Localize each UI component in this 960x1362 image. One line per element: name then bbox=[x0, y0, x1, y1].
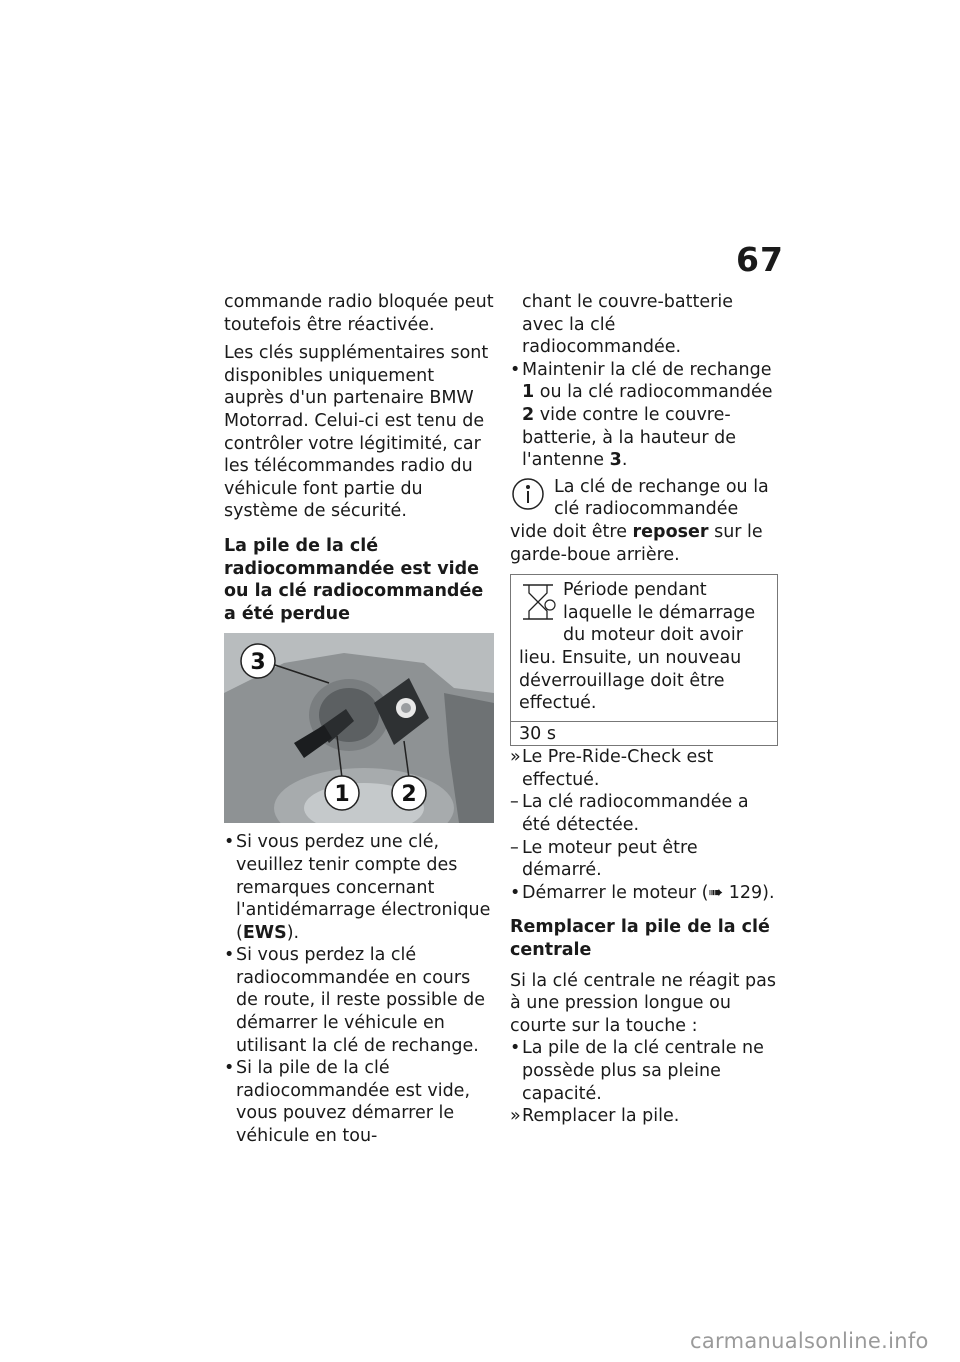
box-value: 30 s bbox=[511, 721, 777, 746]
dash-item: – La clé radiocommandée a été détectée. bbox=[510, 792, 749, 836]
bullet-marker: • bbox=[224, 832, 235, 853]
list-item: • Si vous perdez la clé radiocommandée en cours de route, il reste possible de démarrer le véhicule en utilisant la clé de rechange. bbox=[224, 945, 486, 1056]
key-battery-cover-figure bbox=[224, 633, 494, 823]
bullet-marker: • bbox=[510, 359, 521, 380]
paragraph: Si la clé centrale ne réagit pas à une pression longue ou courte sur la touche : bbox=[510, 970, 777, 1036]
page-number: 67 bbox=[736, 240, 784, 279]
paragraph: Les clés supplémentaires sont disponibles uniquement auprès d'un partenaire BMW Motorrad. Celui-ci est tenu de contrôler votre légitimité, car les télécommandes radio du véhicule font partie du système de sécurité. bbox=[224, 343, 489, 522]
ref-number: 3 bbox=[609, 450, 622, 471]
page-reference[interactable]: 129 bbox=[728, 882, 763, 903]
result-item: » Remplacer la pile. bbox=[510, 1106, 680, 1127]
list-item: • Si la pile de la clé radiocommandée est vide, vous pouvez démarrer le véhicule en tou- bbox=[224, 1058, 471, 1147]
dash-item: – Le moteur peut être démarré. bbox=[510, 837, 698, 881]
dash-marker: – bbox=[510, 792, 519, 813]
figure-label-2: 2 bbox=[401, 782, 417, 808]
reposer-term: reposer bbox=[632, 521, 709, 542]
key-illustration bbox=[224, 633, 494, 823]
ref-arrow-icon: ➠ bbox=[708, 882, 724, 903]
timer-icon bbox=[519, 579, 557, 625]
result-item: » Le Pre-Ride-Check est effectué. bbox=[510, 747, 714, 790]
right-column bbox=[510, 291, 778, 1128]
ref-number: 1 bbox=[522, 382, 535, 403]
ews-term: EWS bbox=[242, 922, 287, 943]
paragraph: chant le couvre-batterie avec la clé radiocommandée. bbox=[522, 292, 733, 358]
section-heading: La pile de la clé radiocommandée est vide ou la clé radiocommandée a été perdue bbox=[224, 535, 484, 624]
figure-label-3: 3 bbox=[250, 650, 266, 676]
result-marker: » bbox=[510, 747, 521, 768]
left-column bbox=[224, 291, 496, 1148]
result-marker: » bbox=[510, 1106, 521, 1127]
ref-number: 2 bbox=[522, 404, 535, 425]
bullet-marker: • bbox=[224, 945, 235, 966]
bullet-marker: • bbox=[224, 1058, 235, 1079]
watermark: carmanualsonline.info bbox=[690, 1329, 929, 1353]
list-item: • Maintenir la clé de rechange 1 ou la clé radiocommandée 2 vide contre le couvre-batterie, à la hauteur de l'antenne 3. bbox=[510, 359, 773, 471]
paragraph: commande radio bloquée peut toutefois être réactivée. bbox=[224, 292, 494, 335]
dash-marker: – bbox=[510, 837, 519, 858]
list-item: • Démarrer le moteur (➠ 129). bbox=[510, 882, 775, 903]
bullet-marker: • bbox=[510, 882, 521, 903]
technical-data-box: Période pendant laquelle le démarrage du moteur doit avoir lieu. Ensuite, un nouveau déverrouillage doit être effectué. 30 s bbox=[510, 574, 778, 746]
bullet-marker: • bbox=[510, 1038, 521, 1059]
section-heading: Remplacer la pile de la clé centrale bbox=[510, 917, 770, 961]
info-note: La clé de rechange ou la clé radiocommandée vide doit être reposer sur le garde-boue arrière. bbox=[510, 476, 769, 565]
list-item: • La pile de la clé centrale ne possède plus sa pleine capacité. bbox=[510, 1038, 764, 1104]
figure-label-1: 1 bbox=[334, 782, 350, 808]
info-icon bbox=[510, 476, 550, 516]
list-item: • Si vous perdez une clé, veuillez tenir compte des remarques concernant l'antidémarrage électronique (EWS). bbox=[224, 832, 491, 943]
